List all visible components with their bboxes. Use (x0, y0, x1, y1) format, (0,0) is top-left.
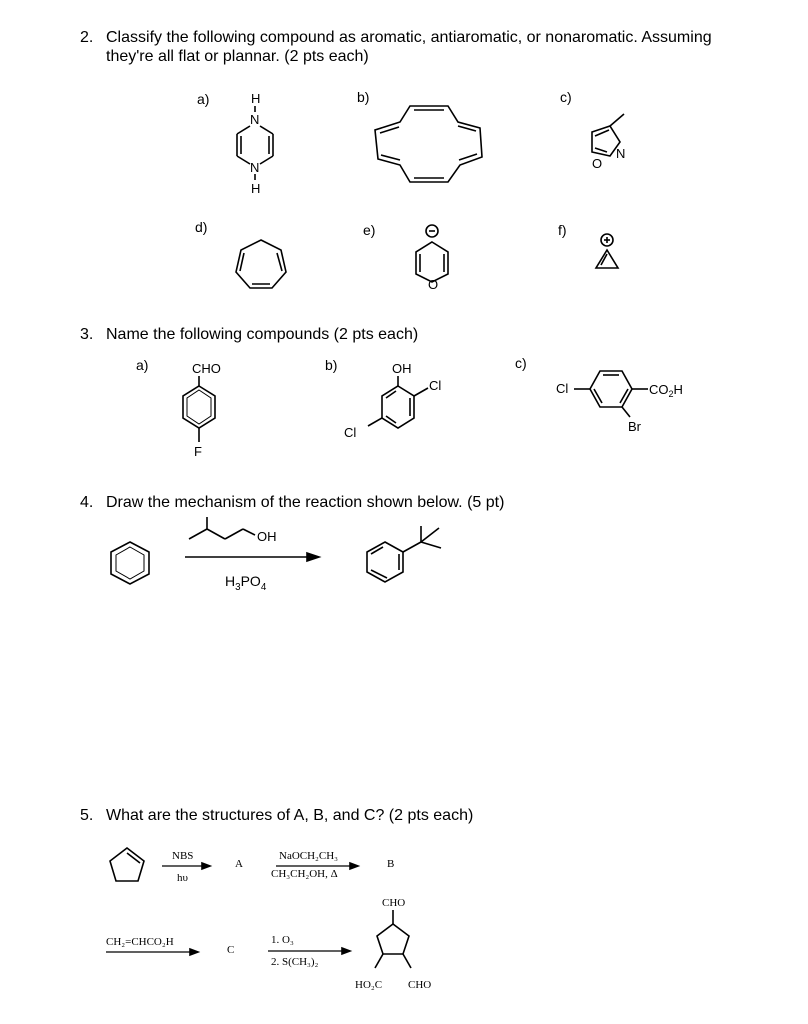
structure-2a-dihydropyrazine (225, 90, 285, 200)
q5-text: What are the structures of A, B, and C? (2 pts each) (106, 807, 474, 824)
q5-final-left-group: HO₂C (355, 979, 383, 991)
structure-2e-pyran-anion (400, 222, 460, 294)
structure-4-tert-butylbenzene (365, 522, 455, 586)
q5-step1-condition: hυ (177, 872, 188, 884)
structure-3b-dichlorophenol (340, 358, 450, 444)
q4-text: Draw the mechanism of the reaction shown below. (5 pt) (106, 494, 505, 511)
q5-step4-reagent: 1. O₃ (271, 934, 294, 946)
q5-arrow-1 (162, 862, 214, 870)
q3-text: Name the following compounds (2 pts each) (106, 326, 419, 343)
q2-label-c: c) (560, 89, 572, 105)
q2-text-line1: Classify the following compound as aromatic, antiaromatic, or nonaromatic. Assuming (106, 29, 712, 46)
q3-label-c: c) (515, 355, 527, 371)
structure-5-cyclopentene (106, 845, 148, 885)
structure-2d-cycloheptatriene (232, 236, 290, 294)
structure-2c-isoxazole (580, 110, 640, 175)
q2-label-b: b) (357, 89, 370, 105)
q5-step1-reagent: NBS (172, 850, 194, 862)
q5-step2-reagent: NaOCH₂CH₃ (279, 850, 339, 862)
svg-text:Cl: Cl (429, 378, 442, 393)
q4-number: 4. (80, 494, 94, 511)
q5-final-right-group: CHO (408, 979, 432, 991)
q5-product-c: C (227, 944, 235, 956)
svg-text:CHO: CHO (192, 361, 221, 376)
q5-arrow-3 (106, 948, 202, 956)
structure-2f-cyclopropenyl-cation (590, 232, 630, 276)
q5-step4-condition: 2. S(CH₃)₂ (271, 956, 319, 968)
q3-label-a: a) (136, 357, 149, 373)
q5-final-top-group: CHO (382, 897, 406, 909)
q2-label-f: f) (558, 222, 567, 238)
structure-2b-annulene (370, 102, 490, 187)
svg-text:OH: OH (257, 529, 277, 544)
q2-text-line2: they're all flat or plannar. (2 pts each) (106, 48, 369, 65)
svg-text:O: O (592, 156, 603, 171)
q2-label-a: a) (197, 91, 210, 107)
structure-3c-bromochlorobenzoic-acid (552, 365, 702, 437)
svg-text:OH: OH (392, 361, 412, 376)
q2-label-d: d) (195, 219, 208, 235)
q2-label-e: e) (363, 222, 376, 238)
q5-product-b: B (387, 858, 395, 870)
q5-step3-reagent: CH₂=CHCO₂H (106, 936, 174, 948)
q5-arrow-4 (268, 947, 354, 955)
svg-text:N: N (616, 146, 626, 161)
svg-text:F: F (194, 444, 202, 459)
q5-number: 5. (80, 807, 94, 824)
svg-text:Cl: Cl (556, 381, 569, 396)
q5-product-a: A (235, 858, 243, 870)
structure-3a-fluorobenzaldehyde (180, 358, 236, 464)
svg-text:N: N (250, 112, 260, 127)
svg-text:Cl: Cl (344, 425, 357, 440)
q4-reagent-h3po4: $H_3PO_4$ (225, 573, 267, 593)
reaction-4-arrow-isobutanol (185, 515, 325, 561)
structure-5-final-cyclopentane (355, 908, 445, 980)
svg-text:N: N (250, 160, 260, 175)
svg-text:Br: Br (628, 419, 641, 434)
q3-number: 3. (80, 326, 94, 343)
q5-step2-condition: CH₃CH₂OH, Δ (271, 868, 338, 880)
q3-label-b: b) (325, 357, 338, 373)
svg-text:CO2H: $CO_2H$ (649, 382, 683, 399)
svg-text:O: O (428, 277, 439, 292)
structure-4-benzene (106, 540, 154, 584)
svg-text:H: H (251, 181, 261, 196)
q2-number: 2. (80, 29, 94, 46)
svg-text:H: H (251, 91, 261, 106)
